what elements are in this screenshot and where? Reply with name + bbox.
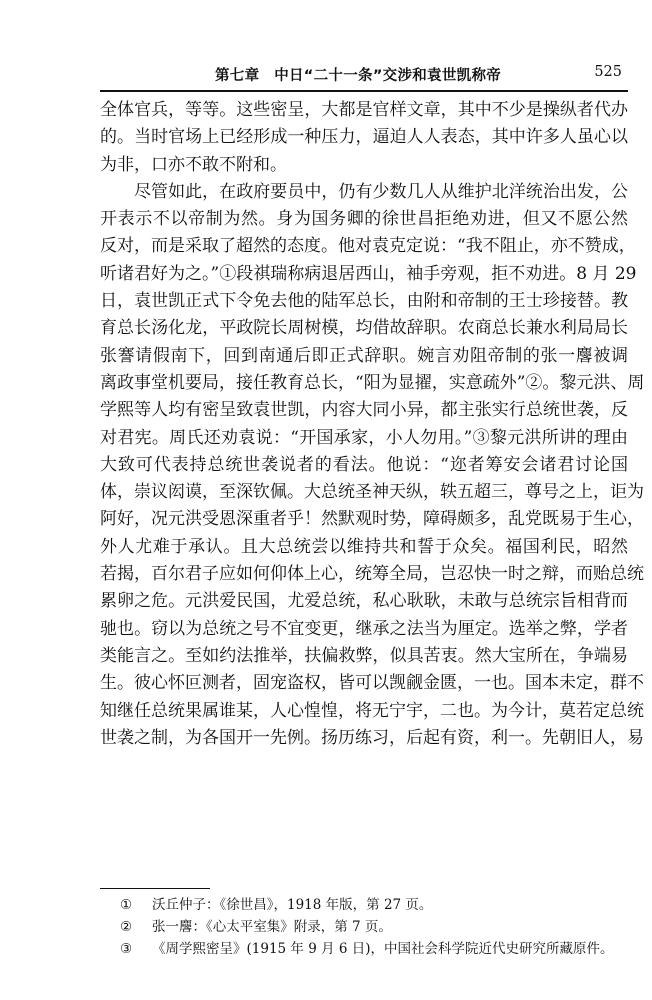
footnote-text: 张一麐：《心太平室集》附录，第 7 页。 — [152, 919, 392, 935]
body-line: 大致可代表持总统世袭说者的看法。他说：“迩者筹安会诸君讨论国 — [100, 454, 628, 475]
body-line: 全体官兵，等等。这些密呈，大都是官样文章，其中不少是操纵者代办 — [100, 100, 628, 120]
body-line: 生。彼心怀叵测者，固宠盗权，皆可以觊觎金匮，一也。国本未定，群不 — [100, 673, 644, 694]
body-line: 对君宪。周氏还劝袁说：“开国承家，小人勿用。”③黎元洪所讲的理由 — [100, 427, 628, 448]
body-line: 张謇请假南下，回到南通后即正式辞职。婉言劝阻帝制的张一麐被调 — [100, 345, 628, 366]
chapter-title: 第七章 中日“二十一条”交涉和袁世凯称帝 — [215, 68, 502, 84]
footnote-text: 《周学熙密呈》(1915 年 9 月 6 日)，中国社会科学院近代史研究所藏原件。 — [152, 941, 614, 957]
footnote-rule — [100, 888, 210, 889]
body-line: 累卵之危。元洪爱民国，尤爱总统，私心耿耿，未敢与总统宗旨相背而 — [100, 591, 628, 612]
body-line: 世袭之制，为各国开一先例。扬历练习，后起有资，利一。先朝旧人，易 — [100, 727, 644, 748]
footnote-3 — [120, 938, 630, 960]
footnote-text: 沃丘仲子：《徐世昌》，1918 年版，第 27 页。 — [152, 897, 433, 913]
running-head — [100, 62, 628, 88]
footnote-2 — [120, 916, 630, 938]
page-number: 525 — [594, 64, 622, 80]
body-line: 日，袁世凯正式下令免去他的陆军总长，由附和帝制的王士珍接替。教 — [100, 291, 628, 312]
body-line: 反对，而是采取了超然的态度。他对袁克定说：“我不阻止，亦不赞成， — [100, 236, 636, 257]
footnote-mark: ① — [120, 897, 133, 913]
body-line: 若揭，百尔君子应如何仰体上心，统筹全局，岂忍快一时之辩，而贻总统 — [100, 564, 644, 585]
body-line: 类能言之。至如约法推举，扶偏救弊，似具苦衷。然大宝所在，争端易 — [100, 645, 628, 666]
body-text — [100, 97, 645, 752]
footnotes — [120, 894, 630, 960]
body-line: 知继任总统果属谁某，人心惶惶，将无宁宇，二也。为今计，莫若定总统 — [100, 700, 644, 721]
body-line: 尽管如此，在政府要员中，仍有少数几人从维护北洋统治出发，公 — [134, 181, 628, 202]
body-line: 阿好，况元洪受恩深重者乎！然默观时势，障碍颇多，乱党既易于生心， — [100, 509, 644, 530]
footnote-1 — [120, 894, 630, 916]
body-line: 听诸君好为之。”①段祺瑞称病退居西山，袖手旁观，拒不劝进。8 月 29 — [100, 263, 637, 284]
footnote-mark: ② — [120, 919, 133, 935]
body-line: 为非，口亦不敢不附和。 — [100, 154, 287, 175]
body-line: 外人尤难于承认。且大总统尝以维持共和誓于众矣。福国利民，昭然 — [100, 536, 628, 557]
footnote-mark: ③ — [120, 941, 133, 957]
body-line: 离政事堂机要局，接任教育总长，“阳为显擢，实意疏外”②。黎元洪、周 — [100, 372, 645, 393]
body-line: 驰也。窃以为总统之号不宜变更，继承之法当为厘定。选举之弊，学者 — [100, 618, 628, 639]
body-line: 的。当时官场上已经形成一种压力，逼迫人人表态，其中许多人虽心以 — [100, 127, 628, 148]
body-line: 体，崇议闳谟，至深钦佩。大总统圣神天纵，轶五超三，尊号之上，讵为 — [100, 482, 644, 503]
header-rule — [100, 90, 628, 92]
body-line: 育总长汤化龙，平政院长周树模，均借故辞职。农商总长兼水利局局长 — [100, 318, 628, 339]
body-line: 开表示不以帝制为然。身为国务卿的徐世昌拒绝劝进，但又不愿公然 — [100, 209, 628, 230]
body-line: 学熙等人均有密呈致袁世凯，内容大同小异，都主张实行总统世袭，反 — [100, 400, 628, 421]
